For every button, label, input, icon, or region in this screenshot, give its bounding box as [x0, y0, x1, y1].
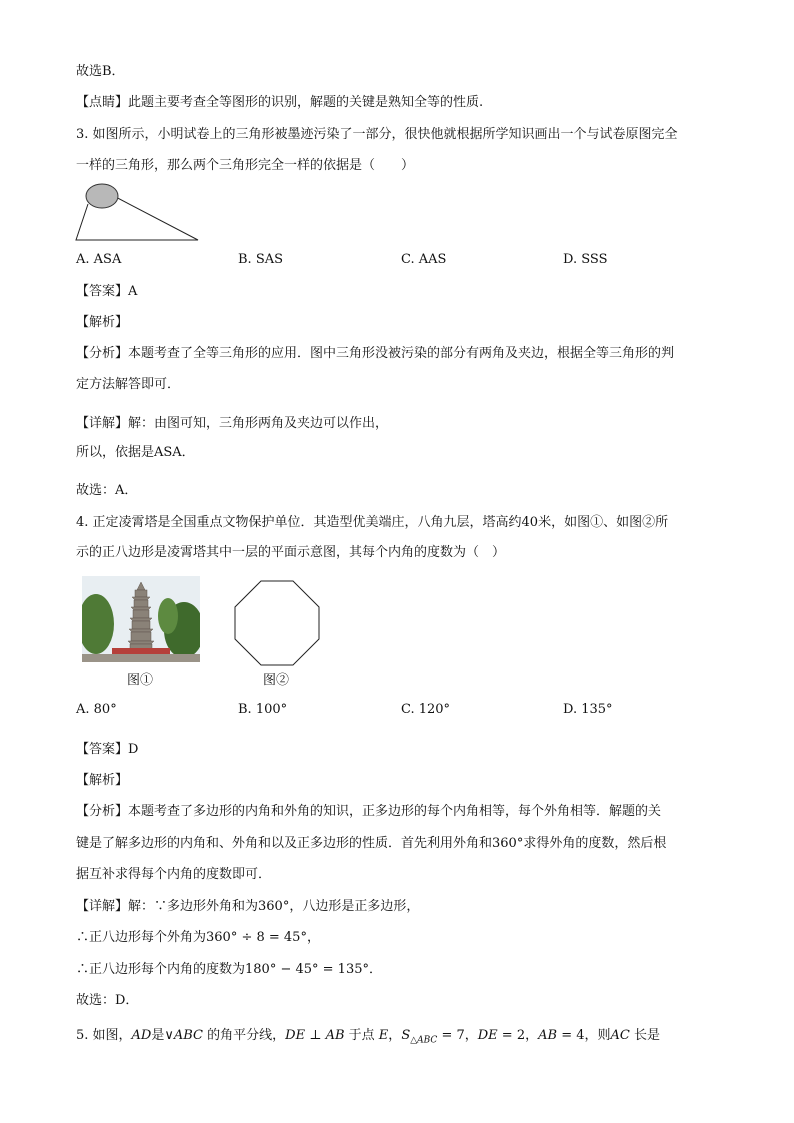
q4-detail-line-1: 【详解】解：∵多边形外角和为360°，八边形是正多边形， [76, 899, 420, 914]
ink-stain [86, 184, 118, 208]
q5-mid1: 是∨ [151, 1028, 174, 1043]
q4-analysis-head: 【解析】 [76, 773, 129, 788]
q3-stem-line-1: 3. 如图所示，小明试卷上的三角形被墨迹污染了一部分，很快他就根据所学知识画出一个与试卷原图完全 [76, 127, 678, 142]
q2-tail: 故选B． [76, 64, 125, 79]
q3-analysis-line-2: 定方法解答即可． [76, 377, 181, 392]
q5-prefix: 5. 如图， [76, 1028, 132, 1043]
q4-option-d: D. 135° [563, 702, 613, 717]
q3-conclusion: 故选：A． [76, 483, 138, 498]
q4-analysis-line-3: 据互补求得每个内角的度数即可． [76, 867, 272, 882]
q4-analysis-line-1: 【分析】本题考查了多边形的内角和外角的知识，正多边形的每个内角相等，每个外角相等．解题的关 [76, 804, 662, 819]
var-de: DE [285, 1028, 306, 1043]
q4-option-a: A. 80° [76, 702, 117, 717]
q5-tail: 长是 [629, 1028, 660, 1043]
q4-analysis-line-2: 键是了解多边形的内角和、外角和以及正多边形的性质．首先利用外角和360°求得外角的度数，然后根 [76, 836, 667, 851]
q4-detail-line-3: ∴正八边形每个内角的度数为180° − 45° = 135°． [76, 962, 382, 977]
q3-answer: 【答案】A [76, 284, 138, 299]
q3-option-a: A. ASA [76, 252, 122, 267]
q4-conclusion: 故选：D． [76, 993, 139, 1008]
q4-answer: 【答案】D [76, 742, 139, 757]
var-ab: AB [325, 1028, 345, 1043]
var-s-sub: △ABC [410, 1035, 438, 1046]
q5-stem [76, 1026, 660, 1051]
var-ad: AD [131, 1028, 152, 1043]
q4-option-b: B. 100° [238, 702, 288, 717]
var-ab-2: AB [538, 1028, 558, 1043]
q5-eq7: = 7， [437, 1028, 478, 1043]
q4-option-c: C. 120° [401, 702, 451, 717]
q3-option-d: D. SSS [563, 252, 608, 267]
q3-ink-stained-triangle-figure [74, 180, 204, 244]
q3-analysis-head: 【解析】 [76, 315, 129, 330]
q5-perp: ⊥ [305, 1028, 326, 1043]
var-s: S [401, 1028, 411, 1043]
q4-detail-line-2: ∴正八边形每个外角为360° ÷ 8 = 45°， [76, 930, 320, 945]
q5-mid4: ， [388, 1028, 402, 1043]
q5-mid3: 于点 [344, 1028, 379, 1043]
var-ac: AC [610, 1028, 630, 1043]
var-abc: ABC [173, 1028, 204, 1043]
var-de-2: DE [477, 1028, 498, 1043]
fig2-caption: 图② [263, 673, 290, 688]
q3-analysis-line-1: 【分析】本题考查了全等三角形的应用．图中三角形没被污染的部分有两角及夹边，根据全等三角形的判 [76, 346, 675, 361]
q5-mid2: 的角平分线， [203, 1028, 286, 1043]
q3-detail-line-2: 所以，依据是ASA． [76, 445, 195, 460]
pagoda-photo [82, 576, 200, 662]
q3-option-c: C. AAS [401, 252, 447, 267]
q5-eq2: = 2， [497, 1028, 539, 1043]
q3-stem-line-2: 一样的三角形，那么两个三角形完全一样的依据是（ ） [76, 158, 415, 173]
octagon-figure [234, 580, 320, 666]
q4-stem-line-1: 4. 正定凌霄塔是全国重点文物保护单位．其造型优美端庄，八角九层，塔高约40米，如图①、如图②所 [76, 515, 669, 530]
q3-detail-line-1: 【详解】解：由图可知，三角形两角及夹边可以作出， [76, 416, 389, 431]
gate-wall [112, 648, 170, 654]
q3-option-b: B. SAS [238, 252, 284, 267]
fig1-caption: 图① [127, 673, 154, 688]
tree-right-back [158, 598, 178, 634]
q5-eq4: = 4，则 [557, 1028, 611, 1043]
q4-stem-line-2: 示的正八边形是凌霄塔其中一层的平面示意图，其每个内角的度数为（ ） [76, 545, 506, 560]
ground [82, 654, 200, 662]
q2-comment: 【点睛】此题主要考查全等图形的识别，解题的关键是熟知全等的性质. [76, 95, 484, 110]
regular-octagon [235, 581, 319, 665]
var-e: E [378, 1028, 389, 1043]
